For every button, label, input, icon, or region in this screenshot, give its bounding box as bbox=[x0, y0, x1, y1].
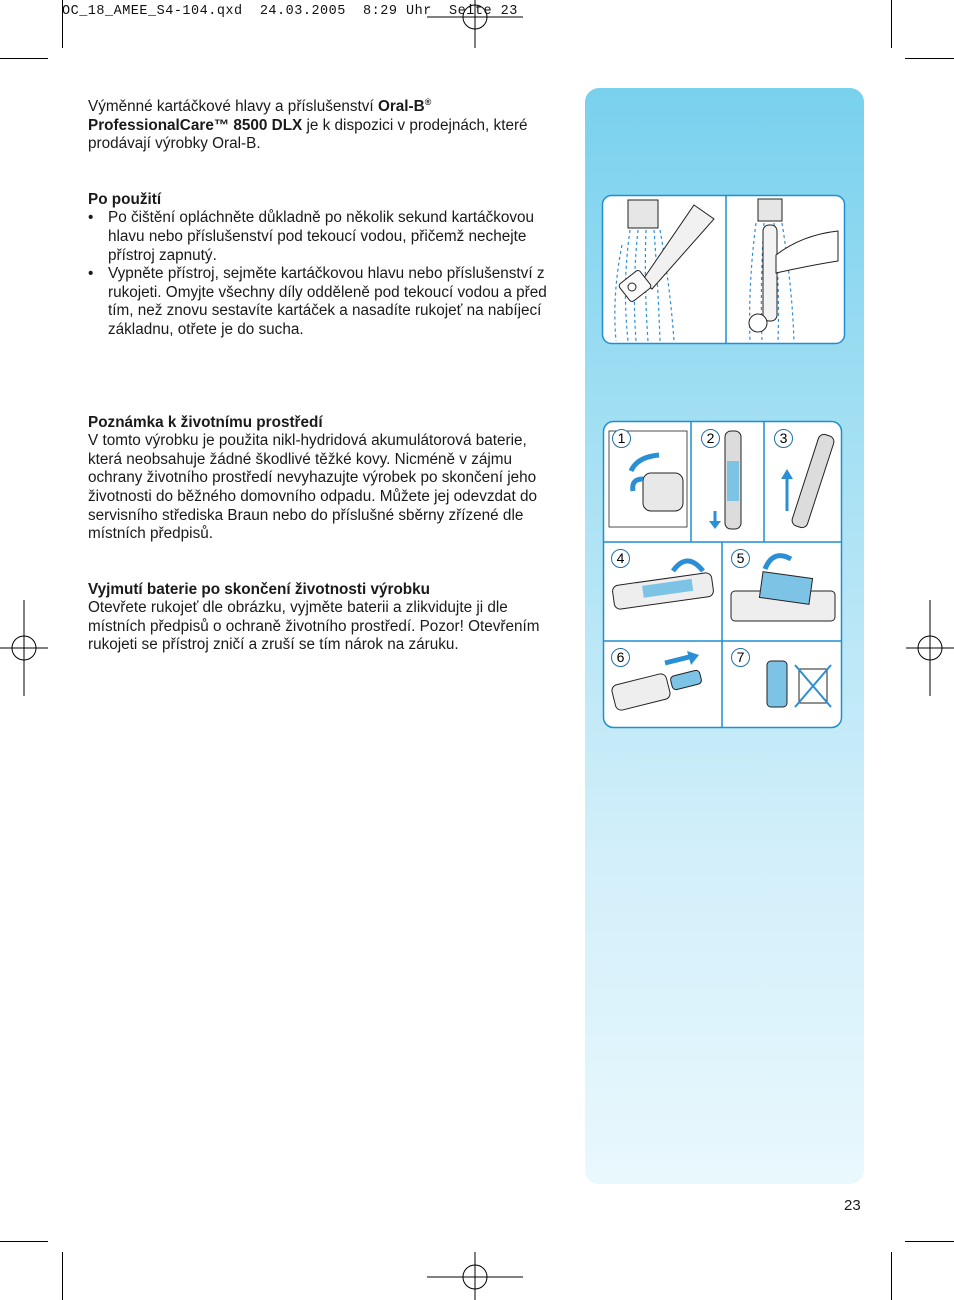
registration-mark-left bbox=[0, 600, 48, 696]
step-number-7: 7 bbox=[731, 648, 750, 667]
crop-mark bbox=[905, 58, 954, 59]
crop-mark bbox=[0, 1241, 48, 1242]
registration-mark-right bbox=[906, 600, 954, 696]
crop-mark bbox=[905, 1241, 954, 1242]
list-item: • Po čištění opláchněte důkladně po několik sekund kartáčkovou hlavu nebo příslušenství pod tekoucí vodou, přičemž nechejte přístroj zapnutý. bbox=[88, 209, 558, 265]
battery-steps-illustration bbox=[603, 421, 843, 729]
battery-removal-heading: Vyjmutí baterie po skončení životnosti výrobku bbox=[88, 580, 430, 598]
environment-body: V tomto výrobku je použita nikl-hydridová akumulátorová baterie, která neobsahuje žádné škodlivé těžké kovy. Nicméně v zájmu ochrany životního prostředí nevyhazujte výrobek po skončení jeho životnosti do běžného domovního odpadu. Můžete jej odevzdat do servisního střediska Braun nebo do příslušné sběrny zřízené dle místních předpisů. bbox=[88, 432, 538, 543]
step-number-3: 3 bbox=[774, 429, 793, 448]
list-item: • Vypněte přístroj, sejměte kartáčkovou hlavu nebo příslušenství z rukojeti. Omyjte všechny díly odděleně pod tekoucí vodou a před tím, než znovu sestavíte kartáček a nasadíte rukojeť na nabíjecí základnu, otřete je do sucha. bbox=[88, 265, 558, 339]
environment-heading: Poznámka k životnímu prostředí bbox=[88, 413, 323, 431]
text-column bbox=[88, 98, 558, 655]
crop-mark bbox=[0, 58, 48, 59]
crop-mark bbox=[62, 1252, 63, 1300]
page-number: 23 bbox=[844, 1197, 861, 1214]
after-use-heading: Po použití bbox=[88, 190, 162, 208]
intro-prefix: Výměnné kartáčkové hlavy a příslušenství bbox=[88, 98, 378, 115]
step-number-2: 2 bbox=[701, 429, 720, 448]
intro-paragraph bbox=[88, 98, 558, 154]
registered-mark: ® bbox=[424, 96, 432, 107]
registration-mark-bottom bbox=[427, 1252, 523, 1300]
battery-removal-body: Otevřete rukojeť dle obrázku, vyjměte baterii a zlikvidujte ji dle místních předpisů o ochraně životního prostředí. Pozor! Otevřením rukojeti se přístroj zničí a zruší se tím nárok na záruku. bbox=[88, 599, 540, 654]
step-number-1: 1 bbox=[612, 429, 631, 448]
brand-name: Oral-B bbox=[377, 98, 425, 115]
step-number-4: 4 bbox=[611, 549, 630, 568]
intro-suffix: je k dispozici v prodejnách, které prodávají výrobky Oral-B. bbox=[88, 116, 528, 153]
crop-mark bbox=[891, 0, 892, 48]
model-name: ProfessionalCare™ 8500 DLX bbox=[88, 116, 303, 134]
step-number-6: 6 bbox=[611, 648, 630, 667]
after-use-list bbox=[88, 209, 558, 339]
rinse-illustration bbox=[602, 195, 846, 345]
crop-mark bbox=[891, 1252, 892, 1300]
step-number-5: 5 bbox=[731, 549, 750, 568]
file-slug: OC_18_AMEE_S4-104.qxd 24.03.2005 8:29 Uhr Seite 23 bbox=[62, 4, 518, 19]
